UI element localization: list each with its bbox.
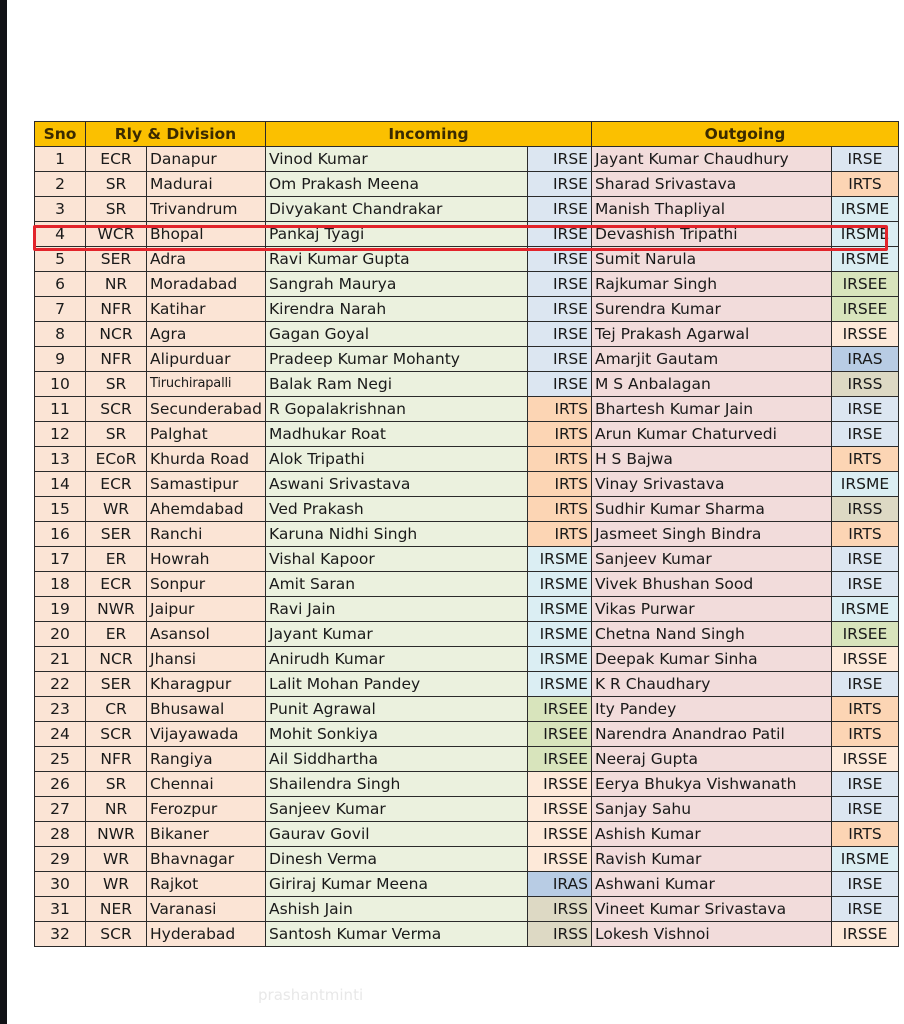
header-outgoing: Outgoing xyxy=(591,122,898,147)
cell-sno: 11 xyxy=(35,397,86,422)
cell-rly: SR xyxy=(86,172,147,197)
cell-outgoing-name: Jayant Kumar Chaudhury xyxy=(591,147,831,172)
cell-incoming-service: IRTS xyxy=(527,522,591,547)
cell-outgoing-name: Lokesh Vishnoi xyxy=(591,922,831,947)
cell-outgoing-name: Eerya Bhukya Vishwanath xyxy=(591,772,831,797)
cell-division: Kharagpur xyxy=(147,672,266,697)
cell-incoming-name: Vinod Kumar xyxy=(265,147,527,172)
cell-division: Tiruchirapalli xyxy=(147,372,266,397)
cell-incoming-service: IRSE xyxy=(527,322,591,347)
cell-incoming-name: R Gopalakrishnan xyxy=(265,397,527,422)
cell-incoming-name: Mohit Sonkiya xyxy=(265,722,527,747)
cell-outgoing-name: M S Anbalagan xyxy=(591,372,831,397)
cell-incoming-name: Gagan Goyal xyxy=(265,322,527,347)
cell-rly: ER xyxy=(86,622,147,647)
cell-division: Danapur xyxy=(147,147,266,172)
cell-division: Agra xyxy=(147,322,266,347)
cell-outgoing-service: IRSME xyxy=(831,222,898,247)
cell-sno: 18 xyxy=(35,572,86,597)
cell-incoming-name: Alok Tripathi xyxy=(265,447,527,472)
cell-outgoing-service: IRTS xyxy=(831,172,898,197)
cell-sno: 15 xyxy=(35,497,86,522)
cell-rly: NFR xyxy=(86,347,147,372)
cell-outgoing-name: Bhartesh Kumar Jain xyxy=(591,397,831,422)
cell-sno: 29 xyxy=(35,847,86,872)
table-row xyxy=(35,897,899,922)
cell-incoming-service: IRTS xyxy=(527,447,591,472)
cell-outgoing-name: Sharad Srivastava xyxy=(591,172,831,197)
cell-outgoing-service: IRSEE xyxy=(831,622,898,647)
table-row xyxy=(35,322,899,347)
cell-outgoing-name: K R Chaudhary xyxy=(591,672,831,697)
cell-outgoing-name: Vikas Purwar xyxy=(591,597,831,622)
cell-incoming-name: Ved Prakash xyxy=(265,497,527,522)
cell-incoming-name: Madhukar Roat xyxy=(265,422,527,447)
cell-rly: NR xyxy=(86,797,147,822)
header-row xyxy=(35,122,899,147)
cell-rly: WR xyxy=(86,847,147,872)
cell-incoming-service: IRSME xyxy=(527,572,591,597)
cell-sno: 22 xyxy=(35,672,86,697)
cell-sno: 10 xyxy=(35,372,86,397)
cell-incoming-name: Punit Agrawal xyxy=(265,697,527,722)
cell-division: Samastipur xyxy=(147,472,266,497)
cell-rly: CR xyxy=(86,697,147,722)
cell-outgoing-name: Sanjeev Kumar xyxy=(591,547,831,572)
cell-incoming-name: Shailendra Singh xyxy=(265,772,527,797)
cell-incoming-name: Vishal Kapoor xyxy=(265,547,527,572)
cell-incoming-name: Karuna Nidhi Singh xyxy=(265,522,527,547)
cell-rly: SCR xyxy=(86,722,147,747)
cell-outgoing-service: IRSME xyxy=(831,597,898,622)
cell-sno: 21 xyxy=(35,647,86,672)
cell-outgoing-service: IRTS xyxy=(831,722,898,747)
cell-outgoing-name: Ashwani Kumar xyxy=(591,872,831,897)
table-row xyxy=(35,572,899,597)
cell-incoming-service: IRSS xyxy=(527,897,591,922)
cell-division: Bikaner xyxy=(147,822,266,847)
cell-sno: 4 xyxy=(35,222,86,247)
cell-incoming-service: IRSEE xyxy=(527,697,591,722)
cell-division: Katihar xyxy=(147,297,266,322)
cell-outgoing-name: Vineet Kumar Srivastava xyxy=(591,897,831,922)
cell-sno: 8 xyxy=(35,322,86,347)
cell-outgoing-name: Neeraj Gupta xyxy=(591,747,831,772)
cell-rly: NWR xyxy=(86,597,147,622)
cell-rly: NR xyxy=(86,272,147,297)
table-row xyxy=(35,197,899,222)
cell-sno: 30 xyxy=(35,872,86,897)
cell-outgoing-service: IRSS xyxy=(831,497,898,522)
cell-incoming-name: Sanjeev Kumar xyxy=(265,797,527,822)
cell-incoming-service: IRSE xyxy=(527,272,591,297)
cell-rly: SR xyxy=(86,197,147,222)
cell-rly: NFR xyxy=(86,297,147,322)
cell-sno: 27 xyxy=(35,797,86,822)
cell-division: Palghat xyxy=(147,422,266,447)
cell-rly: NCR xyxy=(86,647,147,672)
cell-outgoing-service: IRSE xyxy=(831,147,898,172)
table-row xyxy=(35,672,899,697)
cell-incoming-service: IRSEE xyxy=(527,747,591,772)
cell-outgoing-name: Narendra Anandrao Patil xyxy=(591,722,831,747)
cell-incoming-service: IRSE xyxy=(527,372,591,397)
cell-incoming-service: IRTS xyxy=(527,397,591,422)
cell-sno: 32 xyxy=(35,922,86,947)
cell-outgoing-name: Chetna Nand Singh xyxy=(591,622,831,647)
cell-incoming-service: IRSE xyxy=(527,347,591,372)
cell-division: Asansol xyxy=(147,622,266,647)
cell-rly: SR xyxy=(86,772,147,797)
cell-rly: ECR xyxy=(86,472,147,497)
cell-rly: ECR xyxy=(86,572,147,597)
cell-sno: 13 xyxy=(35,447,86,472)
cell-incoming-service: IRSME xyxy=(527,647,591,672)
cell-incoming-name: Kirendra Narah xyxy=(265,297,527,322)
cell-outgoing-name: Deepak Kumar Sinha xyxy=(591,647,831,672)
cell-division: Bhusawal xyxy=(147,697,266,722)
cell-incoming-name: Ail Siddhartha xyxy=(265,747,527,772)
cell-incoming-service: IRSE xyxy=(527,197,591,222)
cell-incoming-service: IRSE xyxy=(527,147,591,172)
cell-rly: SR xyxy=(86,372,147,397)
cell-incoming-name: Ashish Jain xyxy=(265,897,527,922)
cell-incoming-service: IRSE xyxy=(527,222,591,247)
cell-outgoing-service: IRSSE xyxy=(831,747,898,772)
cell-division: Bhavnagar xyxy=(147,847,266,872)
cell-rly: SER xyxy=(86,522,147,547)
cell-outgoing-service: IRSSE xyxy=(831,922,898,947)
cell-rly: WR xyxy=(86,872,147,897)
cell-rly: ECoR xyxy=(86,447,147,472)
cell-incoming-service: IRSE xyxy=(527,172,591,197)
cell-sno: 3 xyxy=(35,197,86,222)
cell-outgoing-service: IRSE xyxy=(831,872,898,897)
cell-sno: 6 xyxy=(35,272,86,297)
cell-incoming-service: IRAS xyxy=(527,872,591,897)
table-row xyxy=(35,497,899,522)
header-rly-division: Rly & Division xyxy=(86,122,266,147)
cell-rly: WR xyxy=(86,497,147,522)
cell-outgoing-service: IRSE xyxy=(831,547,898,572)
cell-division: Khurda Road xyxy=(147,447,266,472)
cell-sno: 1 xyxy=(35,147,86,172)
cell-rly: NFR xyxy=(86,747,147,772)
cell-incoming-name: Jayant Kumar xyxy=(265,622,527,647)
table-row xyxy=(35,422,899,447)
cell-division: Bhopal xyxy=(147,222,266,247)
cell-outgoing-name: Amarjit Gautam xyxy=(591,347,831,372)
cell-division: Ferozpur xyxy=(147,797,266,822)
cell-incoming-name: Om Prakash Meena xyxy=(265,172,527,197)
table-row xyxy=(35,872,899,897)
table-row xyxy=(35,172,899,197)
cell-incoming-service: IRSE xyxy=(527,247,591,272)
table-row xyxy=(35,522,899,547)
cell-incoming-name: Lalit Mohan Pandey xyxy=(265,672,527,697)
cell-outgoing-name: Surendra Kumar xyxy=(591,297,831,322)
cell-outgoing-service: IRSME xyxy=(831,197,898,222)
cell-rly: NWR xyxy=(86,822,147,847)
cell-incoming-service: IRSME xyxy=(527,597,591,622)
cell-outgoing-service: IRSME xyxy=(831,847,898,872)
cell-outgoing-name: Jasmeet Singh Bindra xyxy=(591,522,831,547)
cell-outgoing-service: IRSE xyxy=(831,672,898,697)
cell-sno: 25 xyxy=(35,747,86,772)
table-row xyxy=(35,547,899,572)
cell-outgoing-name: Rajkumar Singh xyxy=(591,272,831,297)
cell-sno: 19 xyxy=(35,597,86,622)
cell-rly: SR xyxy=(86,422,147,447)
cell-division: Moradabad xyxy=(147,272,266,297)
cell-outgoing-name: Vinay Srivastava xyxy=(591,472,831,497)
cell-outgoing-service: IRSE xyxy=(831,897,898,922)
cell-division: Chennai xyxy=(147,772,266,797)
cell-incoming-name: Santosh Kumar Verma xyxy=(265,922,527,947)
table-row xyxy=(35,272,899,297)
cell-outgoing-name: H S Bajwa xyxy=(591,447,831,472)
cell-incoming-service: IRTS xyxy=(527,422,591,447)
cell-incoming-name: Gaurav Govil xyxy=(265,822,527,847)
table-row xyxy=(35,397,899,422)
table-row xyxy=(35,597,899,622)
cell-division: Secunderabad xyxy=(147,397,266,422)
cell-incoming-name: Anirudh Kumar xyxy=(265,647,527,672)
cell-incoming-name: Balak Ram Negi xyxy=(265,372,527,397)
cell-incoming-service: IRSE xyxy=(527,297,591,322)
cell-rly: ER xyxy=(86,547,147,572)
cell-division: Rangiya xyxy=(147,747,266,772)
cell-incoming-service: IRSSE xyxy=(527,822,591,847)
cell-rly: SCR xyxy=(86,397,147,422)
cell-outgoing-service: IRSE xyxy=(831,422,898,447)
cell-division: Alipurduar xyxy=(147,347,266,372)
cell-division: Rajkot xyxy=(147,872,266,897)
cell-sno: 2 xyxy=(35,172,86,197)
cell-incoming-service: IRSME xyxy=(527,622,591,647)
cell-outgoing-service: IRSE xyxy=(831,772,898,797)
cell-sno: 14 xyxy=(35,472,86,497)
cell-outgoing-service: IRSSE xyxy=(831,322,898,347)
table-row xyxy=(35,297,899,322)
table-row xyxy=(35,847,899,872)
cell-incoming-service: IRSME xyxy=(527,547,591,572)
cell-incoming-name: Pradeep Kumar Mohanty xyxy=(265,347,527,372)
cell-incoming-name: Aswani Srivastava xyxy=(265,472,527,497)
cell-incoming-service: IRTS xyxy=(527,472,591,497)
cell-division: Adra xyxy=(147,247,266,272)
cell-rly: WCR xyxy=(86,222,147,247)
table-row xyxy=(35,472,899,497)
header-sno: Sno xyxy=(35,122,86,147)
cell-outgoing-service: IRSE xyxy=(831,397,898,422)
cell-division: Howrah xyxy=(147,547,266,572)
cell-sno: 5 xyxy=(35,247,86,272)
cell-sno: 16 xyxy=(35,522,86,547)
cell-outgoing-name: Vivek Bhushan Sood xyxy=(591,572,831,597)
cell-outgoing-name: Sudhir Kumar Sharma xyxy=(591,497,831,522)
cell-division: Vijayawada xyxy=(147,722,266,747)
cell-division: Ahemdabad xyxy=(147,497,266,522)
cell-outgoing-service: IRSEE xyxy=(831,297,898,322)
cell-division: Madurai xyxy=(147,172,266,197)
table-row xyxy=(35,247,899,272)
table-row xyxy=(35,647,899,672)
cell-division: Hyderabad xyxy=(147,922,266,947)
table-row xyxy=(35,147,899,172)
cell-incoming-name: Pankaj Tyagi xyxy=(265,222,527,247)
cell-sno: 23 xyxy=(35,697,86,722)
cell-outgoing-name: Ity Pandey xyxy=(591,697,831,722)
cell-rly: ECR xyxy=(86,147,147,172)
cell-sno: 7 xyxy=(35,297,86,322)
watermark-text: prashantminti xyxy=(258,986,364,1004)
cell-outgoing-name: Tej Prakash Agarwal xyxy=(591,322,831,347)
cell-sno: 17 xyxy=(35,547,86,572)
table-row xyxy=(35,222,899,247)
cell-outgoing-service: IRAS xyxy=(831,347,898,372)
cell-sno: 9 xyxy=(35,347,86,372)
cell-outgoing-service: IRTS xyxy=(831,822,898,847)
cell-incoming-name: Amit Saran xyxy=(265,572,527,597)
cell-outgoing-name: Sanjay Sahu xyxy=(591,797,831,822)
table-row xyxy=(35,922,899,947)
table-row xyxy=(35,447,899,472)
table-row xyxy=(35,797,899,822)
cell-outgoing-service: IRTS xyxy=(831,447,898,472)
cell-division: Ranchi xyxy=(147,522,266,547)
cell-rly: NCR xyxy=(86,322,147,347)
cell-division: Jhansi xyxy=(147,647,266,672)
cell-sno: 20 xyxy=(35,622,86,647)
table-row xyxy=(35,772,899,797)
cell-incoming-service: IRSME xyxy=(527,672,591,697)
cell-rly: SER xyxy=(86,247,147,272)
header-incoming: Incoming xyxy=(265,122,591,147)
table-row xyxy=(35,722,899,747)
cell-rly: SER xyxy=(86,672,147,697)
cell-incoming-name: Dinesh Verma xyxy=(265,847,527,872)
cell-outgoing-service: IRSE xyxy=(831,797,898,822)
cell-outgoing-name: Devashish Tripathi xyxy=(591,222,831,247)
cell-outgoing-service: IRSSE xyxy=(831,647,898,672)
table-row xyxy=(35,347,899,372)
cell-outgoing-service: IRSE xyxy=(831,572,898,597)
cell-outgoing-name: Ravish Kumar xyxy=(591,847,831,872)
cell-outgoing-service: IRSS xyxy=(831,372,898,397)
cell-division: Trivandrum xyxy=(147,197,266,222)
cell-rly: SCR xyxy=(86,922,147,947)
cell-incoming-name: Ravi Kumar Gupta xyxy=(265,247,527,272)
cell-incoming-name: Ravi Jain xyxy=(265,597,527,622)
cell-incoming-service: IRSSE xyxy=(527,772,591,797)
cell-outgoing-name: Arun Kumar Chaturvedi xyxy=(591,422,831,447)
cell-incoming-service: IRSS xyxy=(527,922,591,947)
cell-division: Sonpur xyxy=(147,572,266,597)
table-row xyxy=(35,622,899,647)
cell-incoming-service: IRTS xyxy=(527,497,591,522)
cell-outgoing-service: IRSME xyxy=(831,247,898,272)
cell-outgoing-name: Ashish Kumar xyxy=(591,822,831,847)
cell-sno: 26 xyxy=(35,772,86,797)
cell-division: Varanasi xyxy=(147,897,266,922)
cell-division: Jaipur xyxy=(147,597,266,622)
cell-incoming-name: Divyakant Chandrakar xyxy=(265,197,527,222)
posting-table xyxy=(34,121,899,947)
table-body xyxy=(35,147,899,947)
table-row xyxy=(35,372,899,397)
cell-sno: 12 xyxy=(35,422,86,447)
cell-rly: NER xyxy=(86,897,147,922)
table-row xyxy=(35,822,899,847)
cell-sno: 24 xyxy=(35,722,86,747)
cell-outgoing-name: Sumit Narula xyxy=(591,247,831,272)
cell-incoming-service: IRSSE xyxy=(527,847,591,872)
cell-incoming-name: Sangrah Maurya xyxy=(265,272,527,297)
left-edge-strip xyxy=(0,0,7,1024)
cell-outgoing-service: IRSME xyxy=(831,472,898,497)
cell-outgoing-service: IRTS xyxy=(831,697,898,722)
table-row xyxy=(35,697,899,722)
cell-sno: 28 xyxy=(35,822,86,847)
cell-outgoing-service: IRSEE xyxy=(831,272,898,297)
cell-outgoing-service: IRTS xyxy=(831,522,898,547)
cell-incoming-name: Giriraj Kumar Meena xyxy=(265,872,527,897)
cell-outgoing-name: Manish Thapliyal xyxy=(591,197,831,222)
cell-sno: 31 xyxy=(35,897,86,922)
cell-incoming-service: IRSSE xyxy=(527,797,591,822)
table-row xyxy=(35,747,899,772)
cell-incoming-service: IRSEE xyxy=(527,722,591,747)
